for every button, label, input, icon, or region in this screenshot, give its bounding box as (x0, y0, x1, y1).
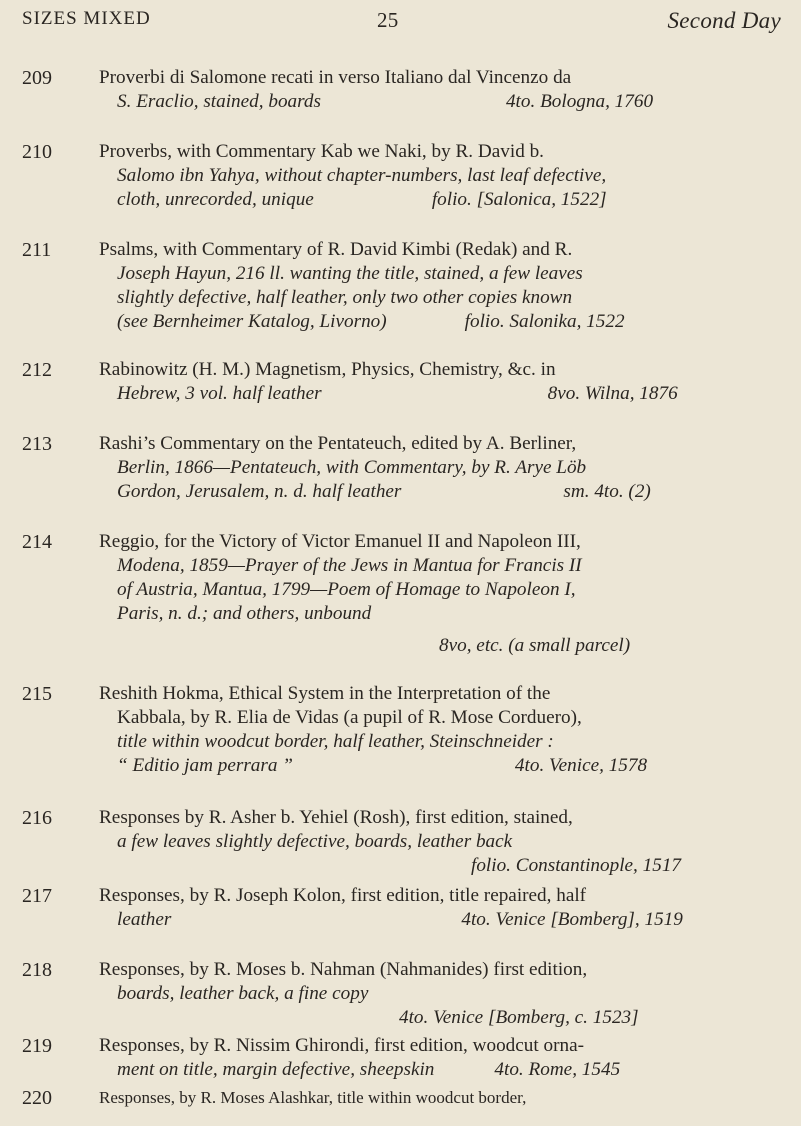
lot-number: 210 (22, 141, 52, 163)
lot-line: (see Bernheimer Katalog, Livorno) folio. Salonika, 1522 (117, 311, 625, 332)
lot-entry (22, 682, 782, 778)
lot-line: Responses, by R. Moses b. Nahman (Nahmanides) first edition, (99, 959, 588, 980)
page-number: 25 (377, 8, 399, 32)
lot-entry (22, 358, 782, 406)
lot-line: 4to. Venice [Bomberg, c. 1523] (399, 1007, 639, 1028)
lot-entry (22, 884, 782, 932)
lot-line: Kabbala, by R. Elia de Vidas (a pupil of R. Mose Corduero), (117, 707, 582, 728)
lot-line: title within woodcut border, half leather, Steinschneider : (117, 731, 554, 752)
lot-line: S. Eraclio, stained, boards 4to. Bologna, 1760 (117, 91, 654, 112)
lot-entry (22, 66, 782, 114)
lot-line: Rashi’s Commentary on the Pentateuch, edited by A. Berliner, (99, 433, 577, 454)
lot-number: 212 (22, 359, 52, 381)
lot-line: Reshith Hokma, Ethical System in the Interpretation of the (99, 683, 551, 704)
lot-line: cloth, unrecorded, unique folio. [Salonica, 1522] (117, 189, 607, 210)
lot-entry (22, 432, 782, 504)
lot-number: 215 (22, 683, 52, 705)
lot-line: Responses, by R. Joseph Kolon, first edition, title repaired, half (99, 885, 587, 906)
lot-entry (22, 238, 782, 334)
lot-line: boards, leather back, a fine copy (117, 983, 369, 1004)
lot-line: Gordon, Jerusalem, n. d. half leather sm. 4to. (2) (117, 481, 651, 502)
lot-line: slightly defective, half leather, only two other copies known (117, 287, 573, 308)
lot-line: Hebrew, 3 vol. half leather 8vo. Wilna, 1876 (117, 383, 678, 404)
lot-line: Responses, by R. Nissim Ghirondi, first edition, woodcut orna- (99, 1035, 584, 1056)
lot-number: 211 (22, 239, 52, 261)
lot-number: 220 (22, 1087, 52, 1109)
lot-line: Responses, by R. Moses Alashkar, title within woodcut border, (99, 1088, 527, 1107)
lot-number: 218 (22, 959, 52, 981)
lot-line: Paris, n. d.; and others, unbound (117, 603, 372, 624)
header-day: Second Day (667, 8, 781, 33)
lot-line: ment on title, margin defective, sheepskin 4to. Rome, 1545 (117, 1059, 621, 1080)
lot-entry (22, 1086, 782, 1110)
lot-line: of Austria, Mantua, 1799—Poem of Homage to Napoleon I, (117, 579, 576, 600)
lot-line: Berlin, 1866—Pentateuch, with Commentary, by R. Arye Löb (117, 457, 587, 478)
lot-line: folio. Constantinople, 1517 (471, 855, 682, 876)
lot-line: Proverbs, with Commentary Kab we Naki, by R. David b. (99, 141, 544, 162)
lot-line: a few leaves slightly defective, boards, leather back (117, 831, 513, 852)
lot-line: “ Editio jam perrara ” 4to. Venice, 1578 (117, 755, 648, 776)
lot-line: Psalms, with Commentary of R. David Kimbi (Redak) and R. (99, 239, 573, 260)
lot-line: Rabinowitz (H. M.) Magnetism, Physics, Chemistry, &c. in (99, 359, 556, 380)
lot-line: Proverbi di Salomone recati in verso Italiano dal Vincenzo da (99, 67, 572, 88)
lot-line: 8vo, etc. (a small parcel) (439, 635, 631, 656)
page-header (22, 8, 781, 36)
lot-number: 213 (22, 433, 52, 455)
lot-number: 217 (22, 885, 52, 907)
lot-entry (22, 1034, 782, 1082)
lot-number: 219 (22, 1035, 52, 1057)
header-section-title: SIZES MIXED (22, 8, 151, 29)
lot-line: Joseph Hayun, 216 ll. wanting the title, stained, a few leaves (117, 263, 583, 284)
lot-line: leather 4to. Venice [Bomberg], 1519 (117, 909, 683, 930)
lot-entry (22, 140, 782, 212)
lot-line: Modena, 1859—Prayer of the Jews in Mantua for Francis II (117, 555, 582, 576)
lot-number: 214 (22, 531, 52, 553)
lot-number: 216 (22, 807, 52, 829)
lot-number: 209 (22, 67, 52, 89)
lot-entry (22, 958, 782, 1030)
lot-line: Salomo ibn Yahya, without chapter-numbers, last leaf defective, (117, 165, 607, 186)
lot-entry (22, 530, 782, 658)
lot-line: Reggio, for the Victory of Victor Emanuel II and Napoleon III, (99, 531, 581, 552)
lot-line: Responses by R. Asher b. Yehiel (Rosh), first edition, stained, (99, 807, 573, 828)
lot-entry (22, 806, 782, 878)
